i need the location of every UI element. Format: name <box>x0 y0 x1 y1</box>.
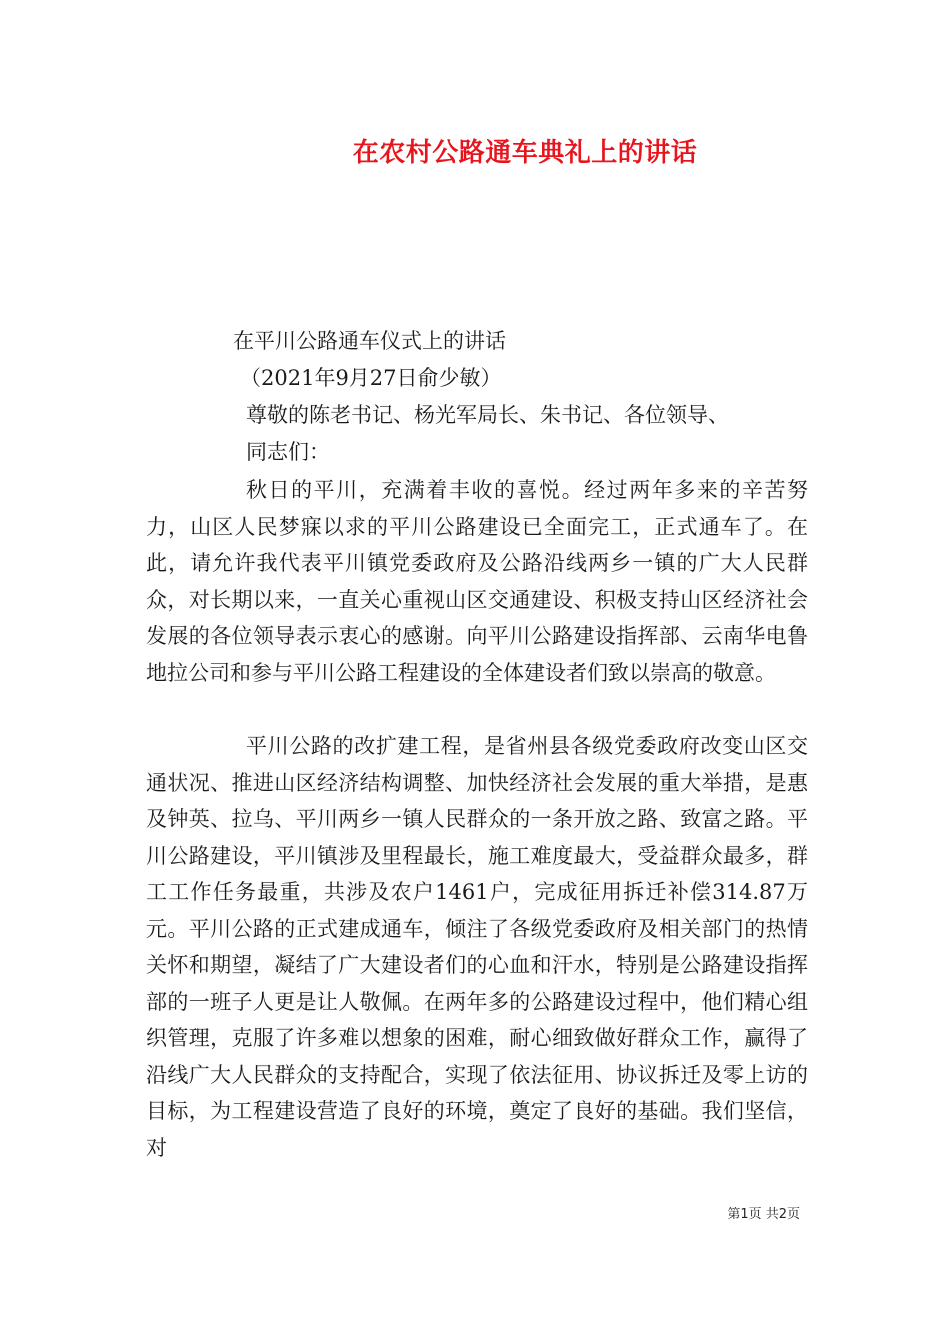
speech-date-line: （2021年9月27日俞少敏） <box>240 366 502 390</box>
document-title: 在农村公路通车典礼上的讲话 <box>352 138 698 168</box>
speech-subtitle: 在平川公路通车仪式上的讲话 <box>233 329 506 353</box>
salutation-line-1: 尊敬的陈老书记、杨光军局长、朱书记、各位领导、 <box>246 403 729 427</box>
paragraph-1: 秋日的平川，充满着丰收的喜悦。经过两年多来的辛苦努力，山区人民梦寐以求的平川公路建设已全面完工，正式通车了。在此，请允许我代表平川镇党委政府及公路沿线两乡一镇的广大人民群众，对长期以来，一直关心重视山区交通建设、积极支持山区经济社会发展的各位领导表示衷心的感谢。向平川公路建设指挥部、云南华电鲁地拉公司和参与平川公路工程建设的全体建设者们致以崇高的敬意。 <box>146 478 808 685</box>
paragraph-2: 平川公路的改扩建工程，是省州县各级党委政府改变山区交通状况、推进山区经济结构调整、加快经济社会发展的重大举措，是惠及钟英、拉乌、平川两乡一镇人民群众的一条开放之路、致富之路。平川公路建设，平川镇涉及里程最长，施工难度最大，受益群众最多，群工工作任务最重，共涉及农户1461户，完成征用拆迁补偿314.87万元。平川公路的正式建成通车，倾注了各级党委政府及相关部门的热情关怀和期望，凝结了广大建设者们的心血和汗水，特别是公路建设指挥部的一班子人更是让人敬佩。在两年多的公路建设过程中，他们精心组织管理，克服了许多难以想象的困难，耐心细致做好群众工作，赢得了沿线广大人民群众的支持配合，实现了依法征用、协议拆迁及零上访的目标，为工程建设营造了良好的环境，奠定了良好的基础。我们坚信，对 <box>146 734 808 1160</box>
page-footer: 第1页 共2页 <box>727 1207 800 1222</box>
salutation-line-2: 同志们： <box>246 440 330 464</box>
